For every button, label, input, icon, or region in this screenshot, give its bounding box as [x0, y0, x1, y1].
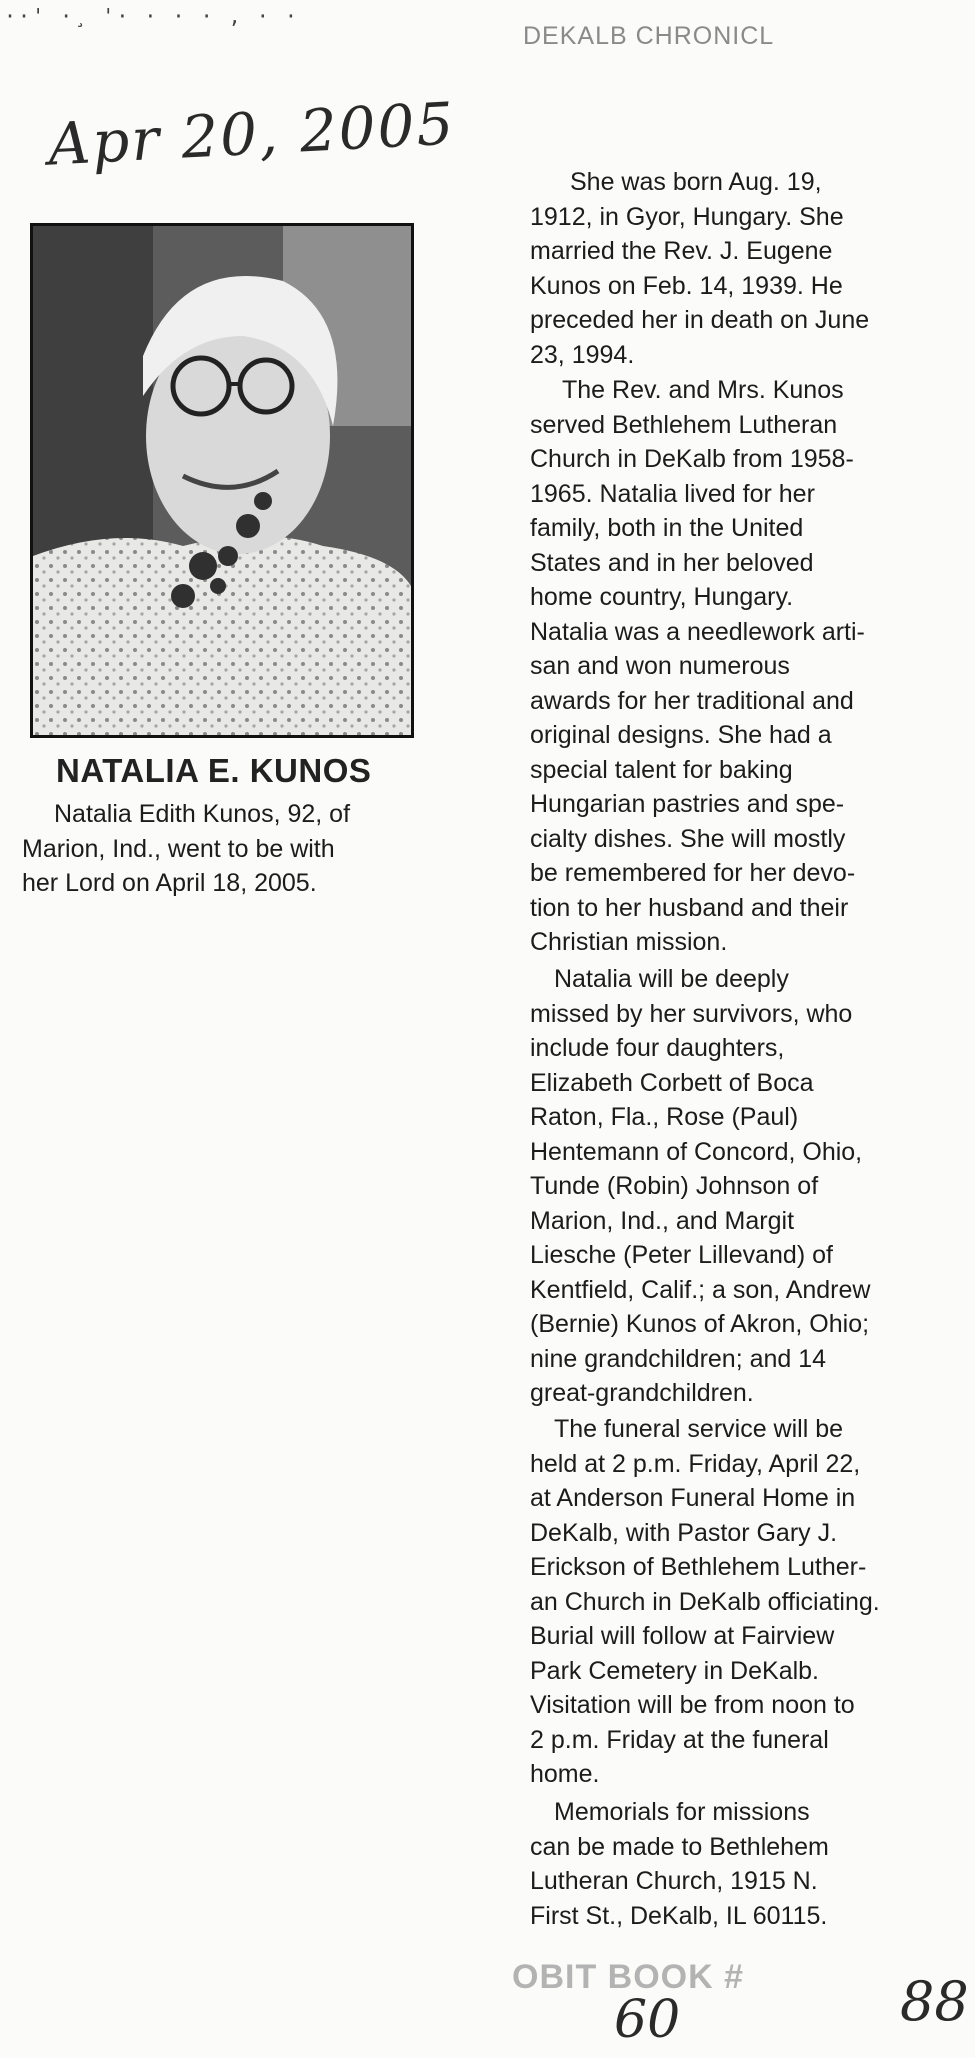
text-line: served Bethlehem Lutheran [530, 410, 838, 439]
paragraph-funeral [530, 1412, 925, 1792]
text-line: preceded her in death on June [530, 306, 870, 334]
text-line: be remembered for her devo- [530, 859, 856, 887]
text-line: Erickson of Bethlehem Luther- [530, 1553, 867, 1581]
text-line: home country, Hungary. [530, 583, 794, 611]
handwritten-book-number: 60 [614, 1990, 681, 2050]
text-line: (Bernie) Kunos of Akron, Ohio; [530, 1310, 870, 1338]
text-line: Raton, Fla., Rose (Paul) [530, 1103, 799, 1131]
text-line: tion to her husband and their [530, 893, 849, 922]
text-line: include four daughters, [530, 1034, 785, 1062]
text-line: Marion, Ind., and Margit [530, 1206, 795, 1235]
text-line: Lutheran Church, 1915 N. [530, 1867, 818, 1895]
text-line: nine grandchildren; and 14 [530, 1344, 827, 1373]
text-line: She was born Aug. 19, [570, 168, 822, 196]
text-line: Kentfield, Calif.; a son, Andrew [530, 1275, 871, 1304]
text-line: great-grandchildren. [530, 1379, 754, 1407]
text-line: Church in DeKalb from 1958- [530, 445, 854, 473]
text-line: can be made to Bethlehem [530, 1832, 829, 1861]
intro-line: her Lord on April 18, 2005. [22, 869, 317, 897]
portrait-image [33, 226, 411, 735]
text-line: Natalia will be deeply [554, 965, 789, 993]
text-line: an Church in DeKalb officiating. [530, 1587, 880, 1616]
text-line: 2 p.m. Friday at the funeral [530, 1725, 829, 1754]
text-line: married the Rev. J. Eugene [530, 237, 833, 265]
text-line: Liesche (Peter Lillevand) of [530, 1241, 833, 1269]
paragraph-survivors [530, 962, 925, 1411]
text-line: original designs. She had a [530, 721, 832, 749]
obit-book-stamp: OBIT BOOK # [512, 1958, 745, 1996]
text-line: awards for her traditional and [530, 686, 854, 715]
portrait-photo [30, 223, 414, 738]
intro-line: Natalia Edith Kunos, 92, of [54, 800, 351, 828]
intro-line: Marion, Ind., went to be with [22, 834, 335, 863]
text-line: Burial will follow at Fairview [530, 1622, 835, 1650]
handwritten-date: Apr 20, 2005 [46, 89, 457, 179]
text-line: at Anderson Funeral Home in [530, 1484, 856, 1512]
text-line: Park Cemetery in DeKalb. [530, 1656, 820, 1685]
obituary-name: NATALIA E. KUNOS [56, 752, 372, 789]
paragraph-birth [530, 165, 925, 372]
text-line: Kunos on Feb. 14, 1939. He [530, 271, 843, 300]
text-line: First St., DeKalb, IL 60115. [530, 1901, 828, 1930]
text-line: Tunde (Robin) Johnson of [530, 1172, 819, 1200]
text-line: san and won numerous [530, 652, 790, 680]
text-line: Natalia was a needlework arti- [530, 617, 865, 646]
text-line: home. [530, 1760, 600, 1788]
text-line: Hungarian pastries and spe- [530, 790, 845, 818]
text-line: Memorials for missions [554, 1798, 810, 1826]
obituary-intro [22, 797, 422, 901]
text-line: Elizabeth Corbett of Boca [530, 1068, 814, 1097]
text-line: Hentemann of Concord, Ohio, [530, 1137, 863, 1166]
text-line: DeKalb, with Pastor Gary J. [530, 1518, 838, 1547]
paragraph-service [530, 373, 925, 960]
text-line: cialty dishes. She will mostly [530, 824, 846, 853]
text-line: special talent for baking [530, 755, 793, 784]
text-line: The Rev. and Mrs. Kunos [562, 376, 844, 404]
text-line: Christian mission. [530, 928, 728, 956]
paragraph-memorials [530, 1795, 925, 1933]
handwritten-page-number: 88 [900, 1970, 969, 2033]
text-line: held at 2 p.m. Friday, April 22, [530, 1449, 861, 1478]
text-line: States and in her beloved [530, 548, 814, 577]
text-line: Visitation will be from noon to [530, 1691, 855, 1719]
scan-specks: ··' ·¸ '· · · · , · · [4, 4, 299, 28]
text-line: family, both in the United [530, 514, 804, 542]
text-line: 1965. Natalia lived for her [530, 479, 815, 508]
text-line: The funeral service will be [554, 1415, 844, 1443]
text-line: 1912, in Gyor, Hungary. She [530, 202, 844, 231]
text-line: 23, 1994. [530, 340, 635, 369]
text-line: missed by her survivors, who [530, 999, 853, 1028]
newspaper-masthead: DEKALB CHRONICL [523, 22, 775, 50]
